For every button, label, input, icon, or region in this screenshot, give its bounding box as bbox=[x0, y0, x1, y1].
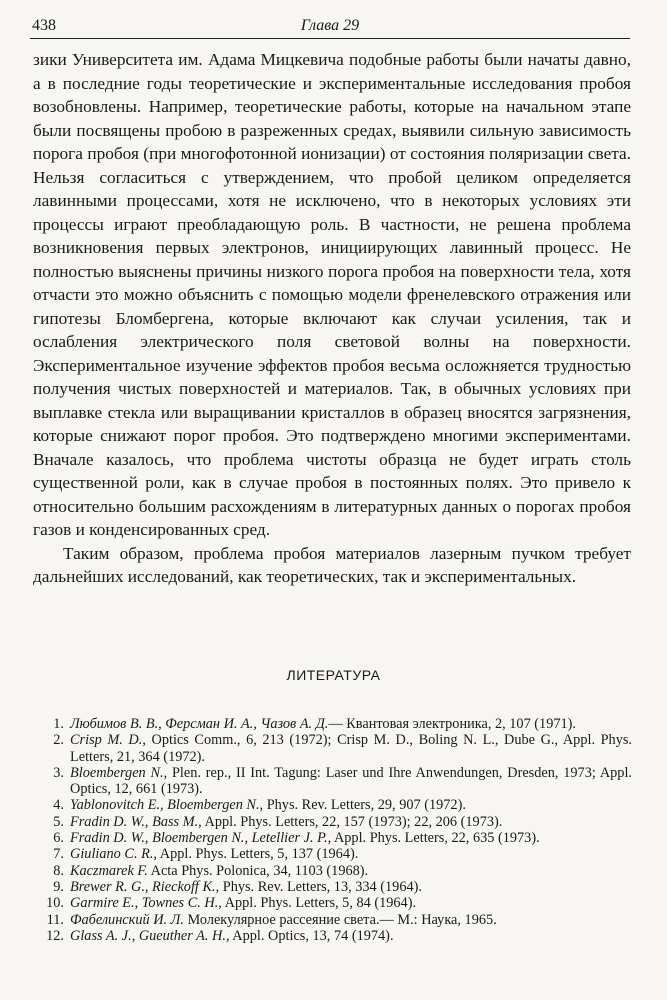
running-header bbox=[30, 14, 630, 39]
reference-item bbox=[30, 912, 632, 928]
reference-authors: Giuliano C. R. bbox=[70, 846, 154, 863]
reference-source: , Appl. Optics, 13, 74 (1974). bbox=[225, 927, 394, 944]
reference-item bbox=[30, 732, 632, 765]
reference-authors: Yablonovitch E., Bloembergen N. bbox=[70, 797, 260, 814]
paragraph: Таким образом, проблема пробоя материалов лазерным пучком требует дальнейших исследований, как теоретических, так и экспериментальных. bbox=[33, 543, 631, 586]
reference-authors: Fradin D. W., Bass M. bbox=[70, 813, 199, 830]
reference-item bbox=[30, 863, 632, 879]
reference-item bbox=[30, 765, 632, 798]
reference-authors: Bloembergen N. bbox=[70, 764, 164, 781]
reference-number: 5. bbox=[53, 813, 64, 830]
reference-item bbox=[30, 830, 632, 846]
reference-authors: Фабелинский И. Л. bbox=[70, 911, 184, 928]
reference-authors: Glass A. J., Gueuther A. H. bbox=[70, 927, 226, 944]
reference-source: Молекулярное рассеяние света.— М.: Наука, 1965. bbox=[183, 911, 497, 928]
paragraph: зики Университета им. Адама Мицкевича подобные работы были начаты давно, а в последние годы теоретические и экспериментальные исследования пробоя возобновлены. Например, теоретические работы, которые на начальном этапе были посвящены пробою в разреженных средах, выявили сильную зависимость порога пробоя (при многофотонной ионизации) от состояния поляризации света. Нельзя согласиться с утверждением, что пробой целиком определяется лавинными процессами, хотя не исключено, что в некоторых условиях эти процессы играют преобладающую роль. В частности, не решена проблема возникновения первых электронов, инициирующих лавинный процесс. Не полностью выяснены причины низкого порога пробоя на поверхности тела, хотя отчасти это можно объяснить с помощью модели френелевского отражения или гипотезы Бломбергена, которые включают как случаи усиления, так и ослабления электрического поля световой волны на поверхности. Экспериментальное изучение эффектов пробоя весьма осложняется трудностью получения чистых поверхностей и материалов. Так, в обычных условиях при выплавке стекла или выращивании кристаллов в образец вносятся загрязнения, которые снижают порог пробоя. Это подтверждено многими экспериментами. Вначале казалось, что проблема чистоты образца не будет играть столь существенной роли, как в случае пробоя в постоянных полях. Это привело к относительно большим расхождениям в литературных данных о порогах пробоя газов и конденсированных сред. bbox=[33, 50, 631, 539]
reference-item bbox=[30, 895, 632, 911]
reference-authors: Fradin D. W., Bloembergen N., Letellier J. P. bbox=[70, 830, 328, 847]
reference-number: 7. bbox=[53, 846, 64, 863]
reference-item bbox=[30, 797, 632, 813]
references-heading: ЛИТЕРАТУРА bbox=[286, 667, 381, 683]
reference-source: , Phys. Rev. Letters, 13, 334 (1964). bbox=[215, 878, 422, 895]
reference-source: , Appl. Phys. Letters, 5, 137 (1964). bbox=[153, 846, 359, 863]
reference-number: 11. bbox=[46, 911, 64, 928]
reference-source: , Plen. rep., II Int. Tagung: Laser und Ihre Anwendungen, Dresden, 1973; Appl. Optics, 12, 661 (1973). bbox=[70, 764, 632, 798]
reference-item bbox=[30, 928, 632, 944]
reference-number: 4. bbox=[53, 797, 64, 814]
reference-number: 10. bbox=[46, 895, 64, 912]
reference-authors: Kaczmarek F. bbox=[70, 862, 148, 879]
reference-number: 6. bbox=[53, 830, 64, 847]
main-text bbox=[33, 48, 631, 589]
reference-item bbox=[30, 879, 632, 895]
reference-authors: Brewer R. G., Rieckoff K. bbox=[70, 878, 216, 895]
reference-authors: Любимов В. В., Ферсман И. А., Чазов А. Д. bbox=[70, 716, 329, 732]
reference-source: , Appl. Phys. Letters, 22, 157 (1973); 22, 206 (1973). bbox=[198, 813, 503, 830]
reference-item bbox=[30, 716, 632, 732]
reference-authors: Garmire E., Townes C. H. bbox=[70, 895, 219, 912]
reference-number: 1. bbox=[53, 716, 64, 732]
chapter-title: Глава 29 bbox=[300, 17, 360, 34]
reference-item bbox=[30, 846, 632, 862]
reference-number: 2. bbox=[53, 732, 64, 749]
reference-source: , Appl. Phys. Letters, 22, 635 (1973). bbox=[327, 830, 540, 847]
page-number: 438 bbox=[32, 17, 56, 34]
reference-source: , Optics Comm., 6, 213 (1972); Crisp M. D., Boling N. L., Dube G., Appl. Phys. Letters, 21, 364 (1972). bbox=[70, 732, 632, 765]
reference-number: 3. bbox=[53, 764, 64, 781]
reference-number: 9. bbox=[53, 878, 64, 895]
reference-list bbox=[30, 716, 632, 944]
reference-authors: Crisp M. D. bbox=[70, 732, 143, 749]
reference-source: , Appl. Phys. Letters, 5, 84 (1964). bbox=[218, 895, 417, 912]
reference-source: , Phys. Rev. Letters, 29, 907 (1972). bbox=[259, 797, 466, 814]
reference-number: 8. bbox=[53, 862, 64, 879]
reference-item bbox=[30, 814, 632, 830]
reference-source: — Квантовая электроника, 2, 107 (1971). bbox=[328, 716, 576, 732]
reference-source: Acta Phys. Polonica, 34, 1103 (1968). bbox=[147, 862, 369, 879]
reference-number: 12. bbox=[46, 927, 64, 944]
